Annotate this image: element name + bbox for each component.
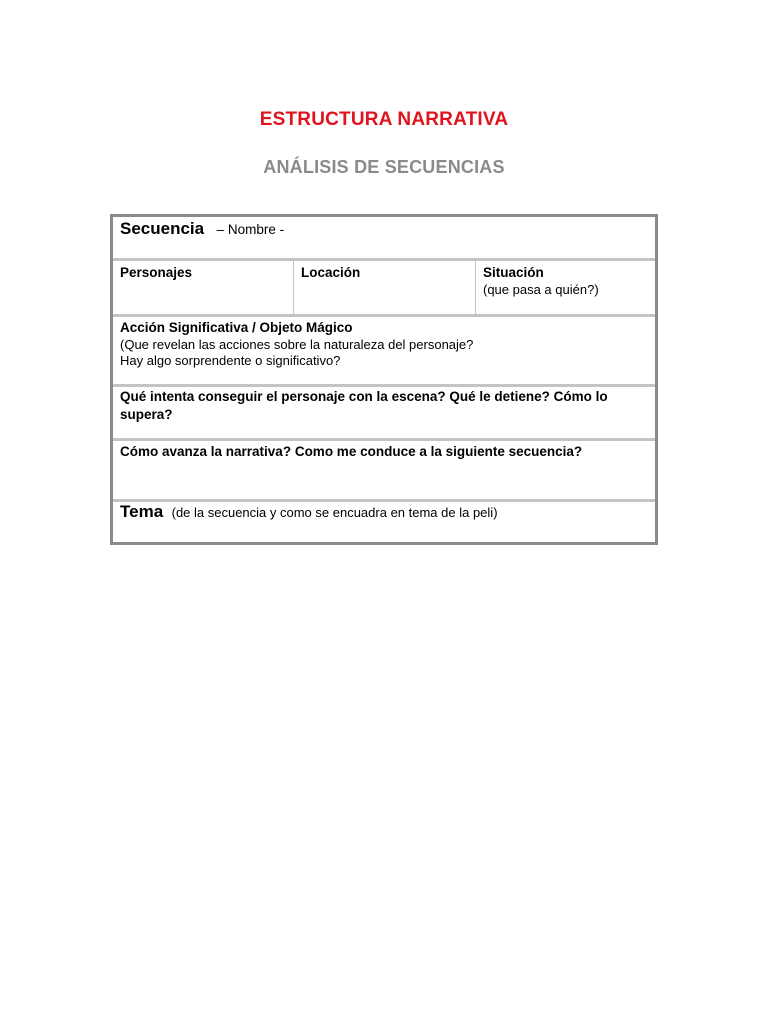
avanza-label: Cómo avanza la narrativa? Como me conduce a la siguiente secuencia? bbox=[120, 444, 583, 459]
tema-label: Tema bbox=[120, 502, 164, 521]
secuencia-row bbox=[113, 217, 655, 261]
secuencia-note: – Nombre - bbox=[216, 222, 285, 237]
locacion-label: Locación bbox=[301, 265, 361, 280]
accion-row bbox=[113, 317, 655, 387]
accion-note-line1: (Que revelan las acciones sobre la naturaleza del personaje? bbox=[120, 337, 474, 352]
secuencia-label: Secuencia bbox=[120, 219, 205, 238]
consigue-label: Qué intenta conseguir el personaje con la escena? Qué le detiene? Cómo lo supera? bbox=[120, 389, 608, 422]
situacion-note: (que pasa a quién?) bbox=[483, 282, 599, 297]
accion-label: Acción Significativa / Objeto Mágico bbox=[120, 320, 353, 335]
situacion-label: Situación bbox=[483, 265, 544, 280]
consigue-row bbox=[113, 387, 655, 441]
tema-row bbox=[113, 502, 655, 542]
situacion-cell bbox=[476, 261, 655, 314]
personajes-cell bbox=[113, 261, 294, 314]
sequence-analysis-form bbox=[110, 214, 658, 545]
columns-row bbox=[113, 261, 655, 317]
document-title: ESTRUCTURA NARRATIVA bbox=[259, 109, 509, 130]
locacion-cell bbox=[294, 261, 476, 314]
document-subtitle: ANÁLISIS DE SECUENCIAS bbox=[263, 157, 505, 177]
tema-note: (de la secuencia y como se encuadra en tema de la peli) bbox=[171, 505, 498, 520]
accion-note-line2: Hay algo sorprendente o significativo? bbox=[120, 353, 341, 368]
avanza-row bbox=[113, 441, 655, 502]
personajes-label: Personajes bbox=[120, 265, 193, 280]
